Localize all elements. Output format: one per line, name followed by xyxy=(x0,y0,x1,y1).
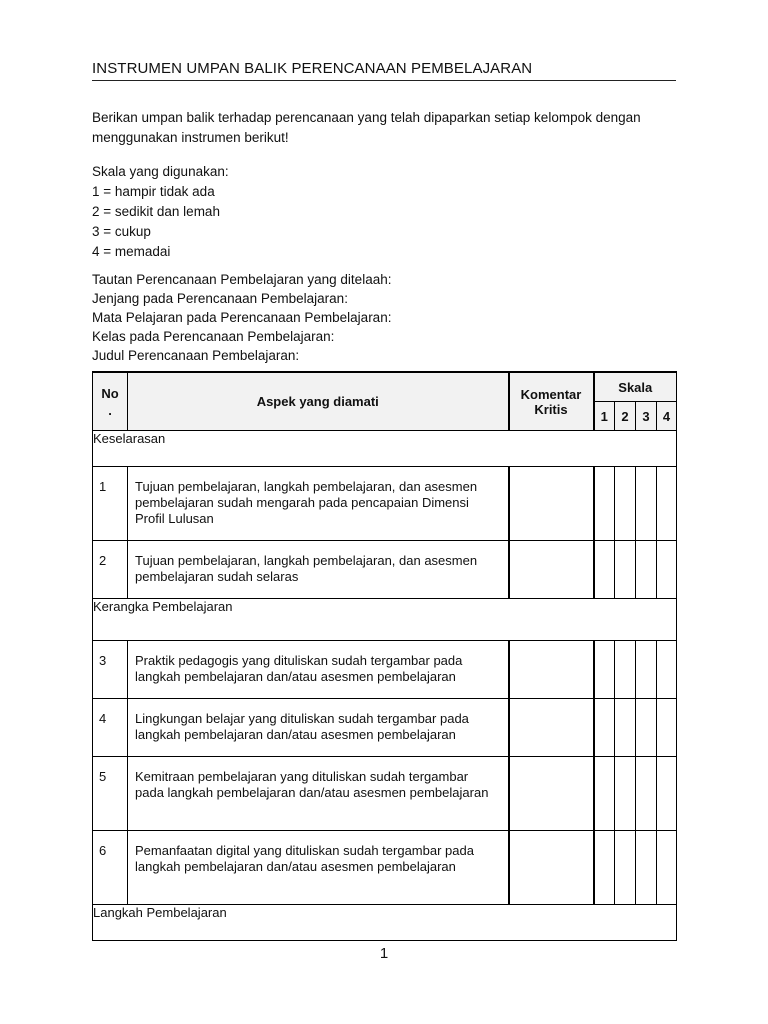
scale-item: 4 = memadai xyxy=(92,244,171,259)
row-aspect: Kemitraan pembelajaran yang dituliskan sudah tergambar pada langkah pembelajaran dan/atau asesmen pembelajaran xyxy=(128,757,509,831)
page-number: 1 xyxy=(379,945,389,962)
score-cell-3[interactable] xyxy=(636,641,657,699)
score-cell-1[interactable] xyxy=(594,699,615,757)
score-cell-2[interactable] xyxy=(615,541,636,599)
score-cell-1[interactable] xyxy=(594,831,615,905)
row-number: 5 xyxy=(93,757,128,831)
score-cell-4[interactable] xyxy=(657,699,677,757)
section-row xyxy=(93,599,677,641)
section-title: Keselarasan xyxy=(93,431,677,467)
table-row xyxy=(93,757,677,831)
score-cell-1[interactable] xyxy=(594,757,615,831)
field-link: Tautan Perencanaan Pembelajaran yang ditelaah: xyxy=(92,272,392,287)
comment-cell[interactable] xyxy=(509,467,594,541)
row-aspect: Lingkungan belajar yang dituliskan sudah tergambar pada langkah pembelajaran dan/atau asesmen pembelajaran xyxy=(128,699,509,757)
assessment-table xyxy=(92,371,677,941)
header-comment: Komentar Kritis xyxy=(509,372,594,431)
table-row xyxy=(93,541,677,599)
comment-cell[interactable] xyxy=(509,541,594,599)
row-aspect: Praktik pedagogis yang dituliskan sudah tergambar pada langkah pembelajaran dan/atau asesmen pembelajaran xyxy=(128,641,509,699)
score-cell-2[interactable] xyxy=(615,831,636,905)
header-scale: Skala xyxy=(594,372,677,402)
comment-cell[interactable] xyxy=(509,641,594,699)
header-scale-2: 2 xyxy=(615,402,636,431)
scale-heading: Skala yang digunakan: xyxy=(92,164,229,179)
score-cell-4[interactable] xyxy=(657,757,677,831)
row-aspect: Pemanfaatan digital yang dituliskan sudah tergambar pada langkah pembelajaran dan/atau asesmen pembelajaran xyxy=(128,831,509,905)
scale-item: 3 = cukup xyxy=(92,224,151,239)
instruction-paragraph: Berikan umpan balik terhadap perencanaan yang telah dipaparkan setiap kelompok dengan menggunakan instrumen berikut! xyxy=(92,110,641,145)
bottom-rule xyxy=(92,940,676,941)
row-number: 3 xyxy=(93,641,128,699)
score-cell-3[interactable] xyxy=(636,467,657,541)
score-cell-3[interactable] xyxy=(636,831,657,905)
comment-cell[interactable] xyxy=(509,831,594,905)
section-row xyxy=(93,905,677,941)
score-cell-2[interactable] xyxy=(615,757,636,831)
section-title: Kerangka Pembelajaran xyxy=(93,599,677,641)
info-fields xyxy=(92,270,592,365)
score-cell-4[interactable] xyxy=(657,541,677,599)
table-row xyxy=(93,641,677,699)
header-scale-4: 4 xyxy=(657,402,677,431)
score-cell-2[interactable] xyxy=(615,641,636,699)
field-title: Judul Perencanaan Pembelajaran: xyxy=(92,348,300,363)
table-row xyxy=(93,699,677,757)
score-cell-4[interactable] xyxy=(657,641,677,699)
comment-cell[interactable] xyxy=(509,699,594,757)
score-cell-4[interactable] xyxy=(657,831,677,905)
section-row xyxy=(93,431,677,467)
table-row xyxy=(93,467,677,541)
header-no: No . xyxy=(93,372,128,431)
header-aspect: Aspek yang diamati xyxy=(128,372,509,431)
row-aspect: Tujuan pembelajaran, langkah pembelajaran, dan asesmen pembelajaran sudah mengarah pada pencapaian Dimensi Profil Lulusan xyxy=(128,467,509,541)
score-cell-4[interactable] xyxy=(657,467,677,541)
document-title: INSTRUMEN UMPAN BALIK PERENCANAAN PEMBELAJARAN xyxy=(92,60,676,81)
field-class: Kelas pada Perencanaan Pembelajaran: xyxy=(92,329,335,344)
section-title: Langkah Pembelajaran xyxy=(93,905,677,941)
field-level: Jenjang pada Perencanaan Pembelajaran: xyxy=(92,291,348,306)
score-cell-1[interactable] xyxy=(594,641,615,699)
row-number: 6 xyxy=(93,831,128,905)
scale-item: 1 = hampir tidak ada xyxy=(92,184,215,199)
field-subject: Mata Pelajaran pada Perencanaan Pembelajaran: xyxy=(92,310,392,325)
row-number: 2 xyxy=(93,541,128,599)
score-cell-1[interactable] xyxy=(594,541,615,599)
header-scale-1: 1 xyxy=(594,402,615,431)
score-cell-1[interactable] xyxy=(594,467,615,541)
score-cell-3[interactable] xyxy=(636,757,657,831)
scale-legend xyxy=(92,162,592,262)
row-number: 1 xyxy=(93,467,128,541)
header-scale-3: 3 xyxy=(636,402,657,431)
row-aspect: Tujuan pembelajaran, langkah pembelajaran, dan asesmen pembelajaran sudah selaras xyxy=(128,541,509,599)
scale-item: 2 = sedikit dan lemah xyxy=(92,204,220,219)
comment-cell[interactable] xyxy=(509,757,594,831)
score-cell-3[interactable] xyxy=(636,699,657,757)
row-number: 4 xyxy=(93,699,128,757)
score-cell-2[interactable] xyxy=(615,699,636,757)
score-cell-2[interactable] xyxy=(615,467,636,541)
table-row xyxy=(93,831,677,905)
score-cell-3[interactable] xyxy=(636,541,657,599)
